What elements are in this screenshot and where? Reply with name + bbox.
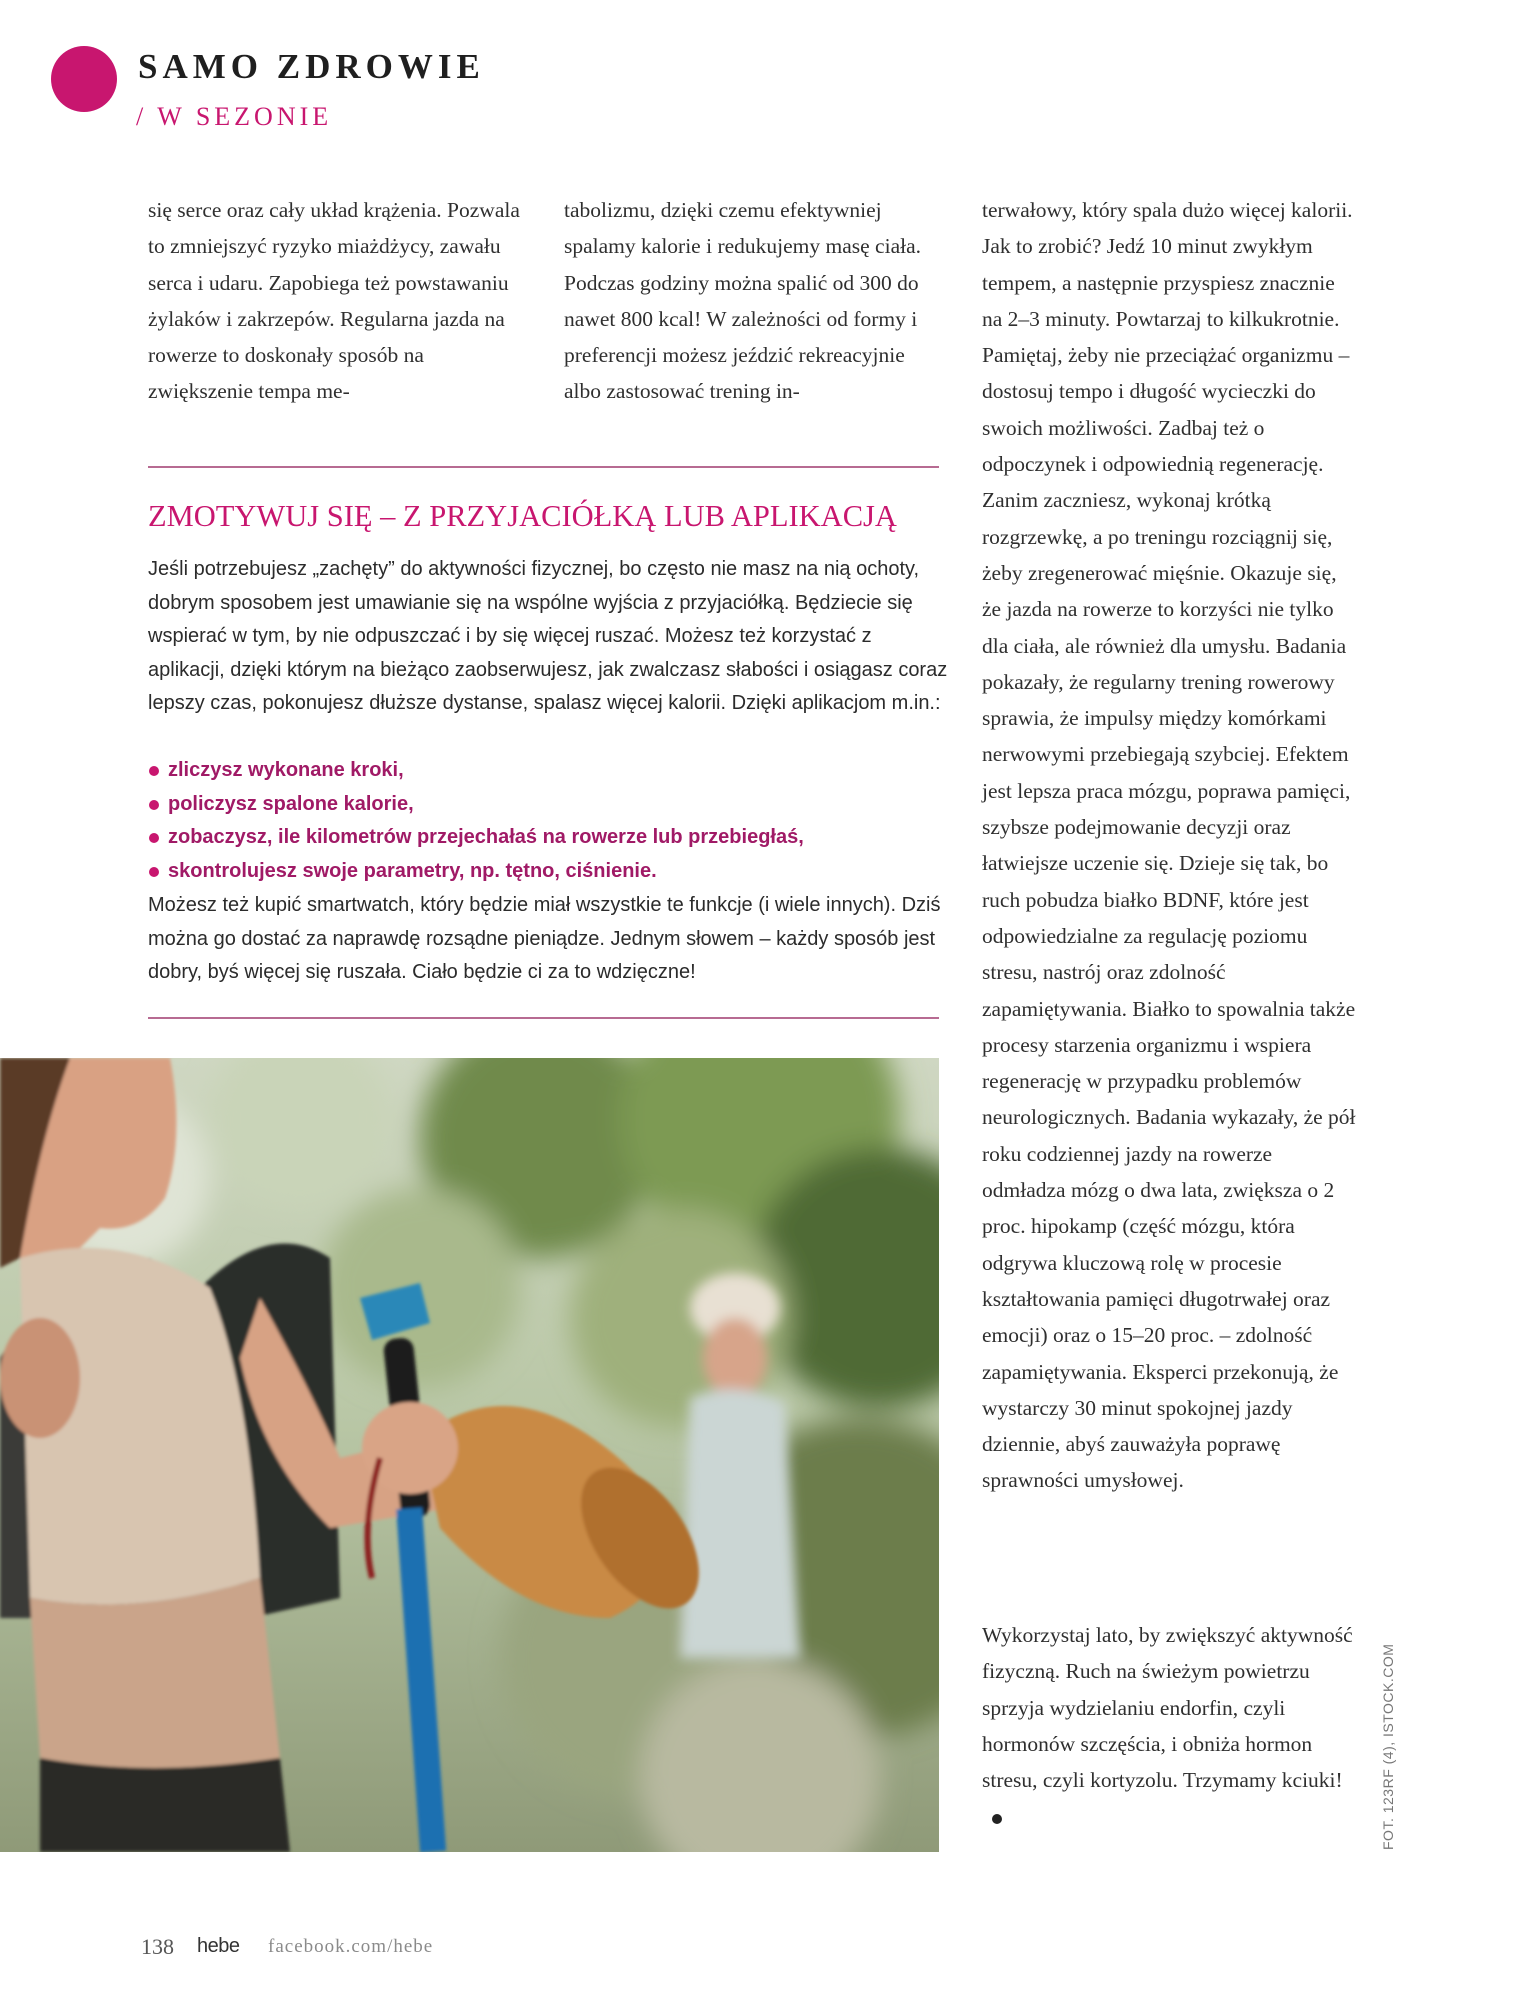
box-heading: ZMOTYWUJ SIĘ – Z PRZYJACIÓŁKĄ LUB APLIKACJĄ bbox=[148, 499, 897, 533]
text-column-1 bbox=[148, 192, 525, 410]
list-item: skontrolujesz swoje parametry, np. tętno, ciśnienie. bbox=[148, 855, 948, 889]
facebook-link[interactable]: facebook.com/hebe bbox=[268, 1936, 434, 1957]
page-number: 138 bbox=[141, 1934, 174, 1959]
hiker-illustration bbox=[0, 1058, 939, 1852]
list-item: policzysz spalone kalorie, bbox=[148, 788, 948, 822]
box-intro: Jeśli potrzebujesz „zachęty” do aktywności fizycznej, bo często nie masz na nią ochoty, dobrym sposobem jest umawianie się na wspólne wyjścia z przyjaciółką. Będziecie się wspierać w tym, by nie odpuszczać i by się więcej ruszać. Możesz też korzystać z aplikacji, dzięki którym na bieżąco zaobserwujesz, jak zwalczasz słabości i osiągasz coraz lepszy czas, pokonujesz dłuższe dystanse, spalasz więcej kalorii. Dzięki aplikacjom m.in.: bbox=[148, 558, 948, 715]
box-outro: Możesz też kupić smartwatch, który będzie miał wszystkie te funkcje (i wiele innych). Dziś można go dostać za naprawdę rozsądne pieniądze. Jednym słowem – każdy sposób jest dobry, byś więcej się ruszała. Ciało będzie ci za to wdzięczne! bbox=[148, 894, 941, 984]
paragraph: tabolizmu, dzięki czemu efektywniej spalamy kalorie i redukujemy masę ciała. Podczas godziny można spalić od 300 do nawet 800 kcal! W zależności od formy i preferencji możesz jeździć rekreacyjnie albo zastosować trening in- bbox=[564, 198, 922, 404]
paragraph: Pamiętaj, żeby nie przeciążać organizmu – dostosuj tempo i długość wycieczki do swoich możliwości. Zadbaj też o odpoczynek i odpowiednią regenerację. Zanim zaczniesz, wykonaj krótką rozgrzewkę, a po treningu rozciągnij się, żeby zregenerować mięśnie. Okazuje się, że jazda na rowerze to korzyści nie tylko dla ciała, ale również dla umysłu. Badania pokazały, że regularny trening rowerowy sprawia, że impulsy między komórkami nerwowymi przebiegają szybciej. Efektem jest lepsza praca mózgu, poprawa pamięci, szybsze podejmowanie decyzji oraz łatwiejsze uczenie się. Dzieje się tak, bo ruch pobudza białko BDNF, które jest odpowiedzialne za regulację poziomu stresu, nastrój oraz zdolność zapamiętywania. Białko to spowalnia także procesy starzenia organizmu i wspiera regenerację w przypadku problemów neurologicznych. Badania wykazały, że pół roku codziennej jazdy na rowerze odmładza mózg o dwa lata, zwiększa o 2 proc. hipokamp (część mózgu, która odgrywa kluczową rolę w procesie kształtowania pamięci długotrwałej oraz emocji) oraz o 15–20 proc. – zdolność zapamiętywania. Eksperci przekonują, że wystarczy 30 minut spokojnej jazdy dziennie, abyś zauważyła poprawę sprawności umysłowej. bbox=[982, 343, 1356, 1493]
paragraph: terwałowy, który spala dużo więcej kalorii. Jak to zrobić? Jedź 10 minut zwykłym tempem, a następnie przyspiesz znacznie na 2–3 minuty. Powtarzaj to kilkukrotnie. bbox=[982, 198, 1353, 331]
list-item: zobaczysz, ile kilometrów przejechałaś na rowerze lub przebiegłaś, bbox=[148, 821, 948, 855]
box-bottom-rule bbox=[148, 1017, 939, 1019]
section-subtitle: / W SEZONIE bbox=[136, 102, 333, 131]
magazine-name: hebe bbox=[197, 1935, 240, 1957]
text-column-3 bbox=[982, 192, 1358, 1499]
photo-credit: FOT. 123RF (4), ISTOCK.COM bbox=[1380, 1643, 1396, 1850]
hiker-photo bbox=[0, 1058, 939, 1852]
paragraph: Wykorzystaj lato, by zwiększyć aktywność fizyczną. Ruch na świeżym powietrzu sprzyja wydzielaniu endorfin, czyli hormonów szczęścia, i obniża hormon stresu, czyli kortyzolu. Trzymamy kciuki! bbox=[982, 1623, 1353, 1793]
section-dot bbox=[51, 46, 117, 112]
paragraph: się serce oraz cały układ krążenia. Pozwala to zmniejszyć ryzyko miażdżycy, zawału serca i udaru. Zapobiega też powstawaniu żylaków i zakrzepów. Regularna jazda na rowerze to doskonały sposób na zwiększenie tempa me- bbox=[148, 198, 520, 404]
closing-paragraph bbox=[982, 1617, 1358, 1835]
section-title: SAMO ZDROWIE bbox=[138, 47, 485, 86]
box-bullet-list bbox=[148, 754, 948, 888]
box-top-rule bbox=[148, 466, 939, 468]
list-item: zliczysz wykonane kroki, bbox=[148, 754, 948, 788]
text-column-2 bbox=[564, 192, 939, 410]
end-mark-icon bbox=[992, 1814, 1002, 1824]
